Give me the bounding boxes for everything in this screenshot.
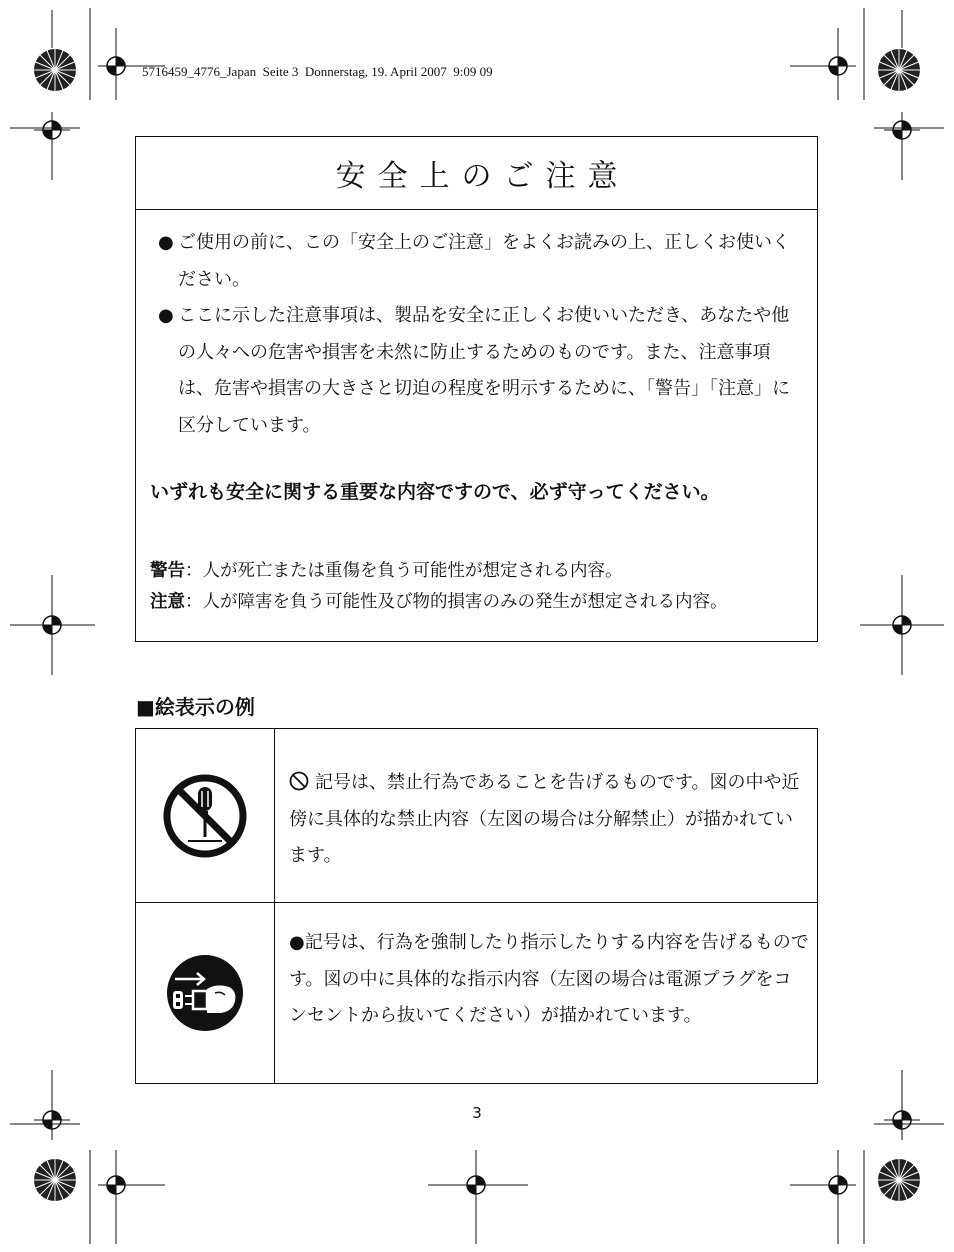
safety-bullets: [158, 225, 798, 444]
caution-definition: [150, 588, 728, 613]
bullet-read-before-use: [158, 225, 798, 298]
icon-cell: [136, 729, 275, 902]
mandatory-text: 記号は、行為を強制したり指示したりする内容を告げるものです。図の中に具体的な指示内容（左図の場合は電源プラグをコンセントから抜いてください）が描かれています。: [289, 932, 809, 1026]
print-slug: 5716459_4776_Japan Seite 3 Donnerstag, 19. April 2007 9:09 09: [142, 64, 493, 79]
safety-title: 安全上のご注意: [136, 137, 817, 210]
warning-text: ：人が死亡または重傷を負う可能性が想定される内容。: [185, 561, 623, 581]
bullet-dot: ●: [158, 232, 174, 253]
star-target-bottom-left: [34, 1159, 76, 1201]
bullet-text: ご使用の前に、この「安全上のご注意」をよくお読みの上、正しくお使いください。: [178, 232, 790, 290]
important-notice: いずれも安全に関する重要な内容ですので、必ず守ってください。: [150, 481, 720, 503]
star-target-top-left: [34, 49, 76, 91]
warning-term: 警告: [150, 561, 185, 581]
prohibition-symbol-icon: [289, 771, 309, 791]
icon-cell: [136, 903, 275, 1083]
prohibition-description: [289, 765, 809, 875]
mandatory-symbol-dot: ●: [289, 932, 305, 953]
table-row-prohibition: [136, 729, 817, 903]
bullet-purpose: [158, 298, 798, 444]
star-target-top-right: [878, 49, 920, 91]
safety-notice-box: [135, 136, 818, 642]
warning-definition: [150, 557, 623, 582]
prohibition-text: 記号は、禁止行為であることを告げるものです。図の中や近傍に具体的な禁止内容（左図の場合は分解禁止）が描かれています。: [289, 772, 800, 866]
star-target-bottom-right: [878, 1159, 920, 1201]
bullet-text: ここに示した注意事項は、製品を安全に正しくお使いいただき、あなたや他の人々への危害や損害を未然に防止するためのものです。また、注意事項は、危害や損害の大きさと切迫の程度を明示するために、「警告」「注意」に区分しています。: [178, 305, 790, 436]
mandatory-description: [289, 925, 809, 1035]
page-number: 3: [472, 1104, 482, 1122]
bullet-dot: ●: [158, 305, 174, 326]
caution-text: ：人が障害を負う可能性及び物的損害のみの発生が想定される内容。: [185, 592, 728, 612]
symbol-examples-table: [135, 728, 818, 1084]
caution-term: 注意: [150, 592, 185, 612]
unplug-icon: [163, 951, 247, 1035]
no-disassembly-icon: [160, 771, 250, 861]
table-row-mandatory: [136, 903, 817, 1083]
symbols-heading: ■絵表示の例: [136, 695, 255, 719]
